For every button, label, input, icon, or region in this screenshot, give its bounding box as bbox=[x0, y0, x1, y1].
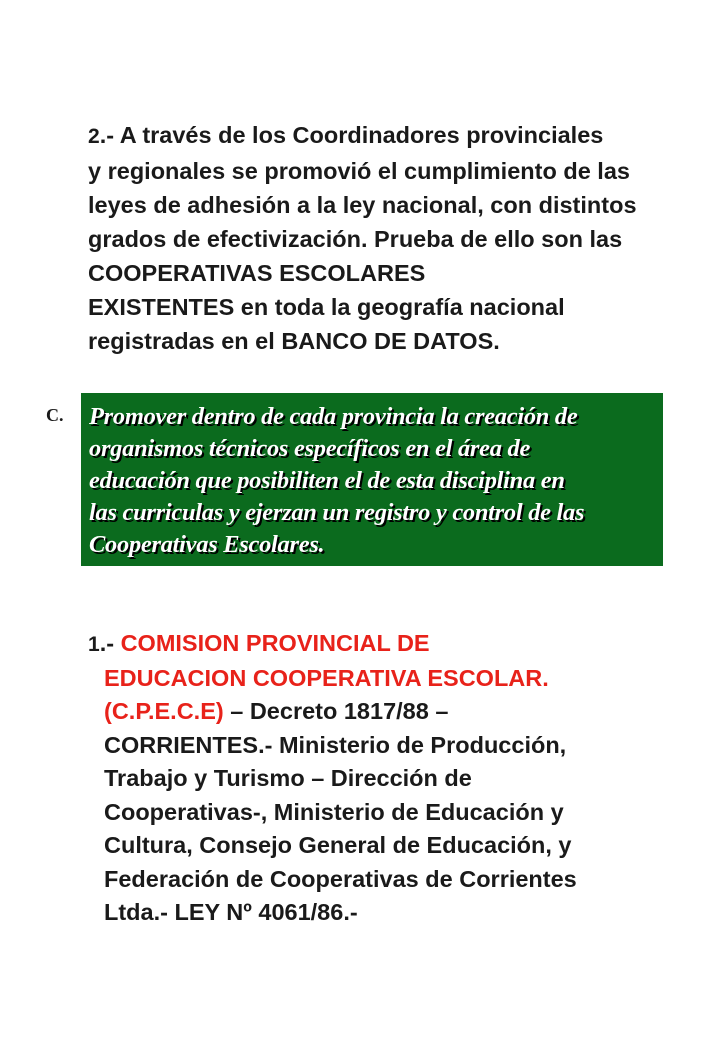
section-c-line-5: Cooperativas Escolares. bbox=[89, 531, 325, 558]
section-c-line-3: educación que posibiliten el de esta disciplina en bbox=[89, 467, 565, 494]
section-2-line-2: y regionales se promovió el cumplimiento de las bbox=[88, 158, 630, 184]
section-c-line-1: Promover dentro de cada provincia la creación de bbox=[89, 403, 578, 430]
commission-acronym: (C.P.E.C.E) bbox=[104, 698, 224, 724]
section-2-line-1: 2.- A través de los Coordinadores provinciales bbox=[88, 122, 604, 148]
section-2-line-5: COOPERATIVAS ESCOLARES bbox=[88, 260, 426, 286]
section-1-line-3 bbox=[88, 695, 708, 729]
section-c-line-2: organismos técnicos específicos en el área de bbox=[89, 435, 531, 462]
section-2-line-4: grados de efectivización. Prueba de ello son las bbox=[88, 226, 623, 252]
section-2-line-3: leyes de adhesión a la ley nacional, con distintos bbox=[88, 192, 637, 218]
section-c-line-4: las curriculas y ejerzan un registro y control de las bbox=[89, 499, 585, 526]
section-1-line-9: Ltda.- LEY Nº 4061/86.- bbox=[104, 899, 358, 925]
commission-name-part-2: EDUCACION COOPERATIVA ESCOLAR. bbox=[104, 664, 549, 691]
section-c-label: C. bbox=[46, 405, 64, 425]
section-2-line-7: registradas en el BANCO DE DATOS. bbox=[88, 328, 500, 354]
section-1-line-6: Cooperativas-, Ministerio de Educación y bbox=[104, 798, 564, 825]
section-2-paragraph bbox=[88, 118, 708, 358]
section-2-number: 2 bbox=[88, 125, 100, 148]
section-2-line-6: EXISTENTES en toda la geografía nacional bbox=[88, 294, 565, 320]
decree-reference: – Decreto 1817/88 – bbox=[223, 698, 449, 724]
section-1-line-7: Cultura, Consejo General de Educación, y bbox=[104, 832, 572, 858]
commission-name-part-1: COMISION PROVINCIAL DE bbox=[120, 630, 430, 656]
section-1-line-5: Trabajo y Turismo – Dirección de bbox=[104, 765, 472, 791]
section-c-highlight-box bbox=[81, 393, 663, 566]
section-1-line-4: CORRIENTES.- Ministerio de Producción, bbox=[104, 731, 567, 758]
section-1-line-1: 1.- COMISION PROVINCIAL DE bbox=[88, 630, 430, 656]
section-1-paragraph bbox=[88, 627, 708, 930]
section-1-line-8: Federación de Cooperativas de Corrientes bbox=[104, 865, 577, 892]
section-1-number: 1 bbox=[88, 633, 100, 656]
